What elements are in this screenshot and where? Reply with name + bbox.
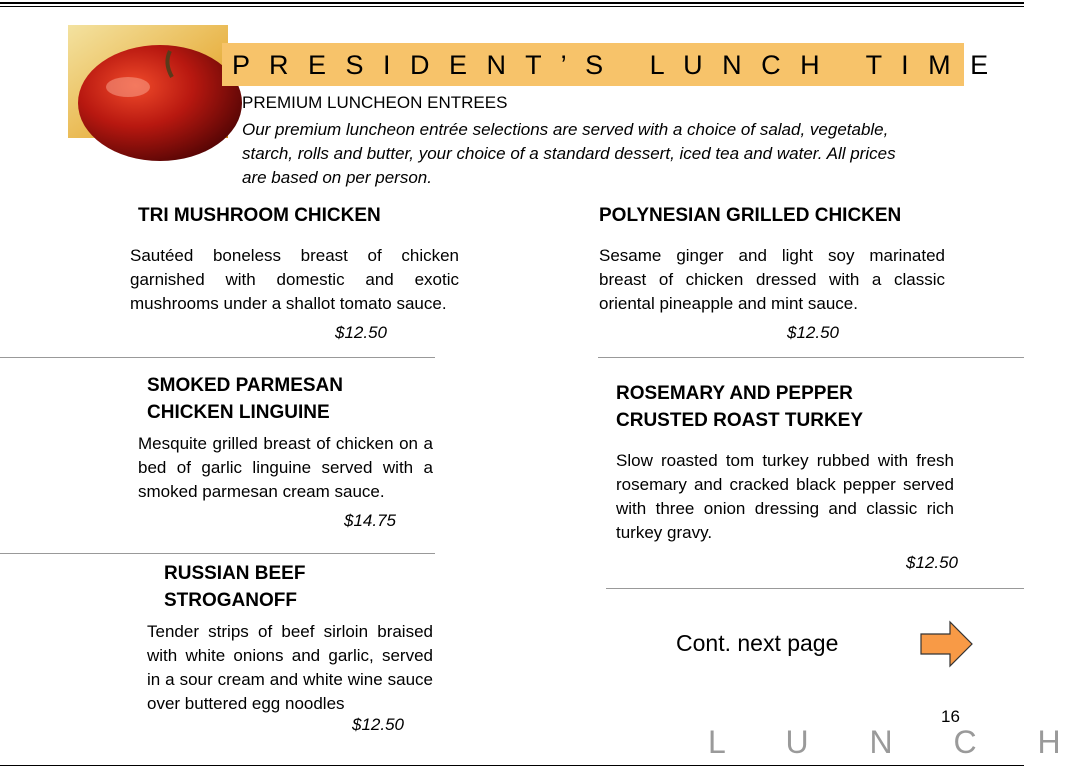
dish-title: ROSEMARY AND PEPPER CRUSTED ROAST TURKEY (616, 383, 864, 431)
divider (0, 553, 435, 554)
dish-description: Sesame ginger and light soy marinated breast of chicken dressed with a classic oriental pineapple and mint sauce. (599, 246, 945, 313)
dish-price: $12.50 (352, 715, 404, 734)
page-title: P R E S I D E N T ’ S L U N C H T I M E (222, 43, 964, 86)
bottom-border-line (0, 765, 1024, 766)
dish-price: $12.50 (787, 323, 839, 342)
right-arrow-icon[interactable] (920, 620, 974, 668)
footer-section-word: L U N C H (708, 724, 1087, 760)
dish-description: Sautéed boneless breast of chicken garnished with domestic and exotic mushrooms under a shallot tomato sauce. (130, 246, 459, 313)
dish-price: $12.50 (906, 553, 958, 572)
top-border-line-thin (0, 6, 1024, 7)
top-border-line (0, 2, 1024, 4)
continue-next-page-text: Cont. next page (676, 630, 839, 656)
dish-title: SMOKED PARMESAN CHICKEN LINGUINE (147, 375, 343, 423)
section-subtitle: PREMIUM LUNCHEON ENTREES (242, 93, 508, 112)
dish-price: $14.75 (344, 511, 396, 530)
page-number: 16 (941, 707, 960, 726)
divider (606, 588, 1024, 589)
dish-title: POLYNESIAN GRILLED CHICKEN (599, 205, 902, 226)
intro-paragraph: Our premium luncheon entrée selections are served with a choice of salad, vegetable, starch, rolls and butter, your choice of a standard dessert, iced tea and water. All prices are based on per person. (242, 120, 896, 187)
divider (0, 357, 435, 358)
dish-price: $12.50 (335, 323, 387, 342)
dish-title: TRI MUSHROOM CHICKEN (138, 205, 381, 226)
dish-description: Tender strips of beef sirloin braised with white onions and garlic, served in a sour cream and white wine sauce over buttered egg noodles (147, 622, 433, 713)
dish-description: Slow roasted tom turkey rubbed with fresh rosemary and cracked black pepper served with three onion dressing and classic rich turkey gravy. (616, 451, 954, 542)
divider (598, 357, 1024, 358)
apple-image (68, 25, 228, 138)
dish-title: RUSSIAN BEEF STROGANOFF (164, 563, 306, 611)
dish-description: Mesquite grilled breast of chicken on a bed of garlic linguine served with a smoked parmesan cream sauce. (138, 434, 433, 501)
